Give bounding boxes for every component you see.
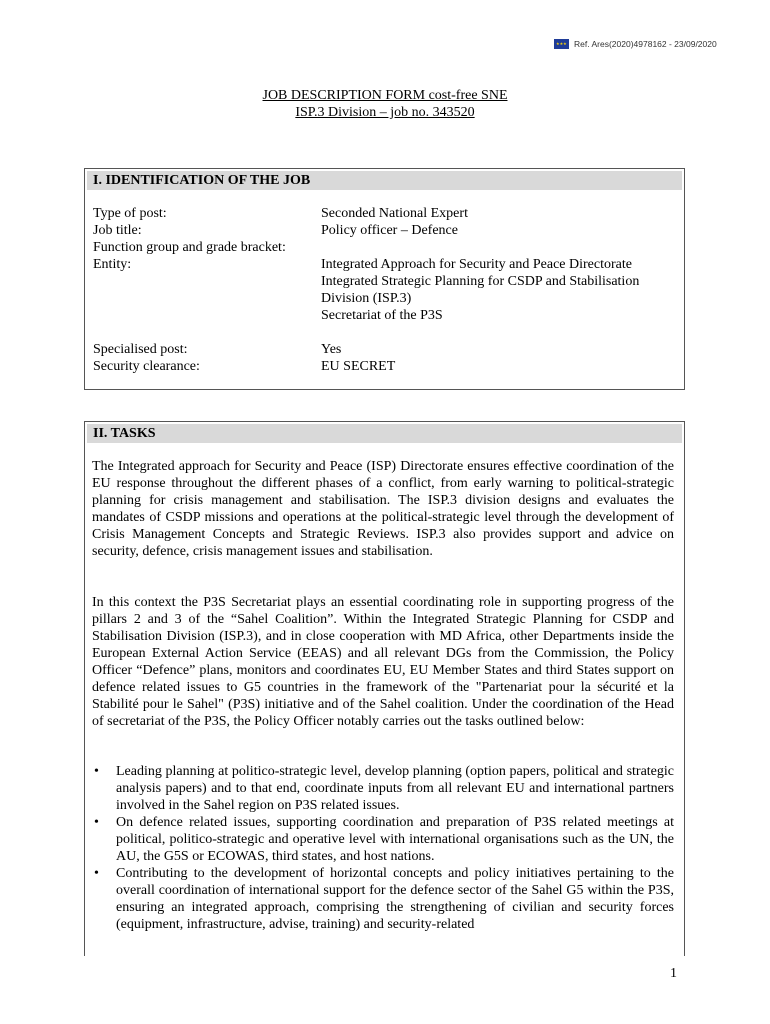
eu-flag-icon — [554, 39, 569, 49]
reference-stamp — [554, 39, 717, 49]
id-value: Yes — [321, 342, 342, 357]
reference-text: Ref. Ares(2020)4978162 - 23/09/2020 — [574, 39, 717, 49]
identification-section — [84, 168, 685, 390]
id-row — [93, 358, 681, 375]
id-value: Division (ISP.3) — [321, 291, 412, 306]
id-row — [93, 222, 681, 239]
id-value: Secretariat of the P3S — [321, 308, 443, 323]
tasks-bullet-list — [92, 763, 674, 933]
tasks-paragraph-1: The Integrated approach for Security and Peace (ISP) Directorate ensures effective coordination of the EU response throughout the different phases of a conflict, from early warning to political-strategic planning for crisis management and stabilisation. The ISP.3 division designs and evaluates the mandates of CSDP missions and operations at the political-strategic level through the development of Crisis Management Concepts and Strategic Reviews. ISP.3 also provides support and advice on security, defence, crisis management issues and stabilisation. — [92, 459, 674, 559]
id-row — [93, 341, 681, 358]
page-number: 1 — [670, 966, 677, 981]
tasks-section — [84, 421, 685, 956]
list-item: • Leading planning at politico-strategic level, develop planning (option papers, political and strategic analysis papers) and to that end, coordinate inputs from all relevant EU and international partners involved in the Sahel region on P3S related issues. — [92, 763, 674, 814]
id-value: Integrated Strategic Planning for CSDP and Stabilisation — [321, 274, 640, 289]
id-label — [93, 290, 321, 307]
id-value — [321, 324, 681, 341]
id-row — [93, 290, 681, 307]
list-item: • Contributing to the development of horizontal concepts and policy initiatives pertaining to the overall coordination of international support for the defence sector of the Sahel G5 within the P3S, ensuring an integrated approach, comprising the strengthening of civilian and security forces (equipment, infrastructure, advise, training) and security-related — [92, 865, 674, 933]
id-label: Function group and grade bracket: — [93, 240, 286, 255]
id-row — [93, 205, 681, 222]
id-row — [93, 273, 681, 290]
id-row-spacer — [93, 324, 681, 341]
tasks-heading: II. TASKS — [87, 424, 682, 443]
id-value: Policy officer – Defence — [321, 223, 458, 238]
id-label — [93, 273, 321, 290]
tasks-paragraph-2: In this context the P3S Secretariat plays an essential coordinating role in supporting progress of the pillars 2 and 3 of the “Sahel Coalition”. Within the Integrated Strategic Planning for CSDP and Stabilisation Division (ISP.3), and in close cooperation with MD Africa, other Departments inside the European External Action Service (EEAS) and all relevant DGs from the Commission, the Policy Officer “Defence” plans, monitors and coordinates EU, EU Member States and third States support on defence related issues to G5 countries in the framework of the "Partenariat pour la sécurité et la Stabilité pour le Sahel" (P3S) initiative and of the Sahel coalition. Under the coordination of the Head of secretariat of the P3S, the Policy Officer notably carries out the tasks outlined below: — [92, 595, 674, 729]
id-label: Job title: — [93, 223, 142, 238]
identification-table — [93, 205, 681, 375]
id-label — [93, 324, 321, 341]
id-row — [93, 307, 681, 324]
identification-heading: I. IDENTIFICATION OF THE JOB — [87, 171, 682, 190]
id-label: Type of post: — [93, 206, 167, 221]
id-label: Entity: — [93, 257, 132, 272]
id-value: Integrated Approach for Security and Peace Directorate — [321, 257, 632, 272]
id-row — [93, 239, 681, 256]
id-row — [93, 256, 681, 273]
document-title-line1: JOB DESCRIPTION FORM cost-free SNE — [262, 88, 508, 103]
id-value — [321, 239, 681, 256]
list-item: • On defence related issues, supporting coordination and preparation of P3S related meetings at political, politico-strategic and operative level with international organisations such as the UN, the AU, the G5S or ECOWAS, third states, and host nations. — [92, 814, 674, 865]
id-label — [93, 307, 321, 324]
id-value: EU SECRET — [321, 359, 396, 374]
id-value: Seconded National Expert — [321, 206, 468, 221]
document-title-line2: ISP.3 Division – job no. 343520 — [295, 105, 475, 120]
id-label: Security clearance: — [93, 359, 200, 374]
id-label: Specialised post: — [93, 342, 188, 357]
